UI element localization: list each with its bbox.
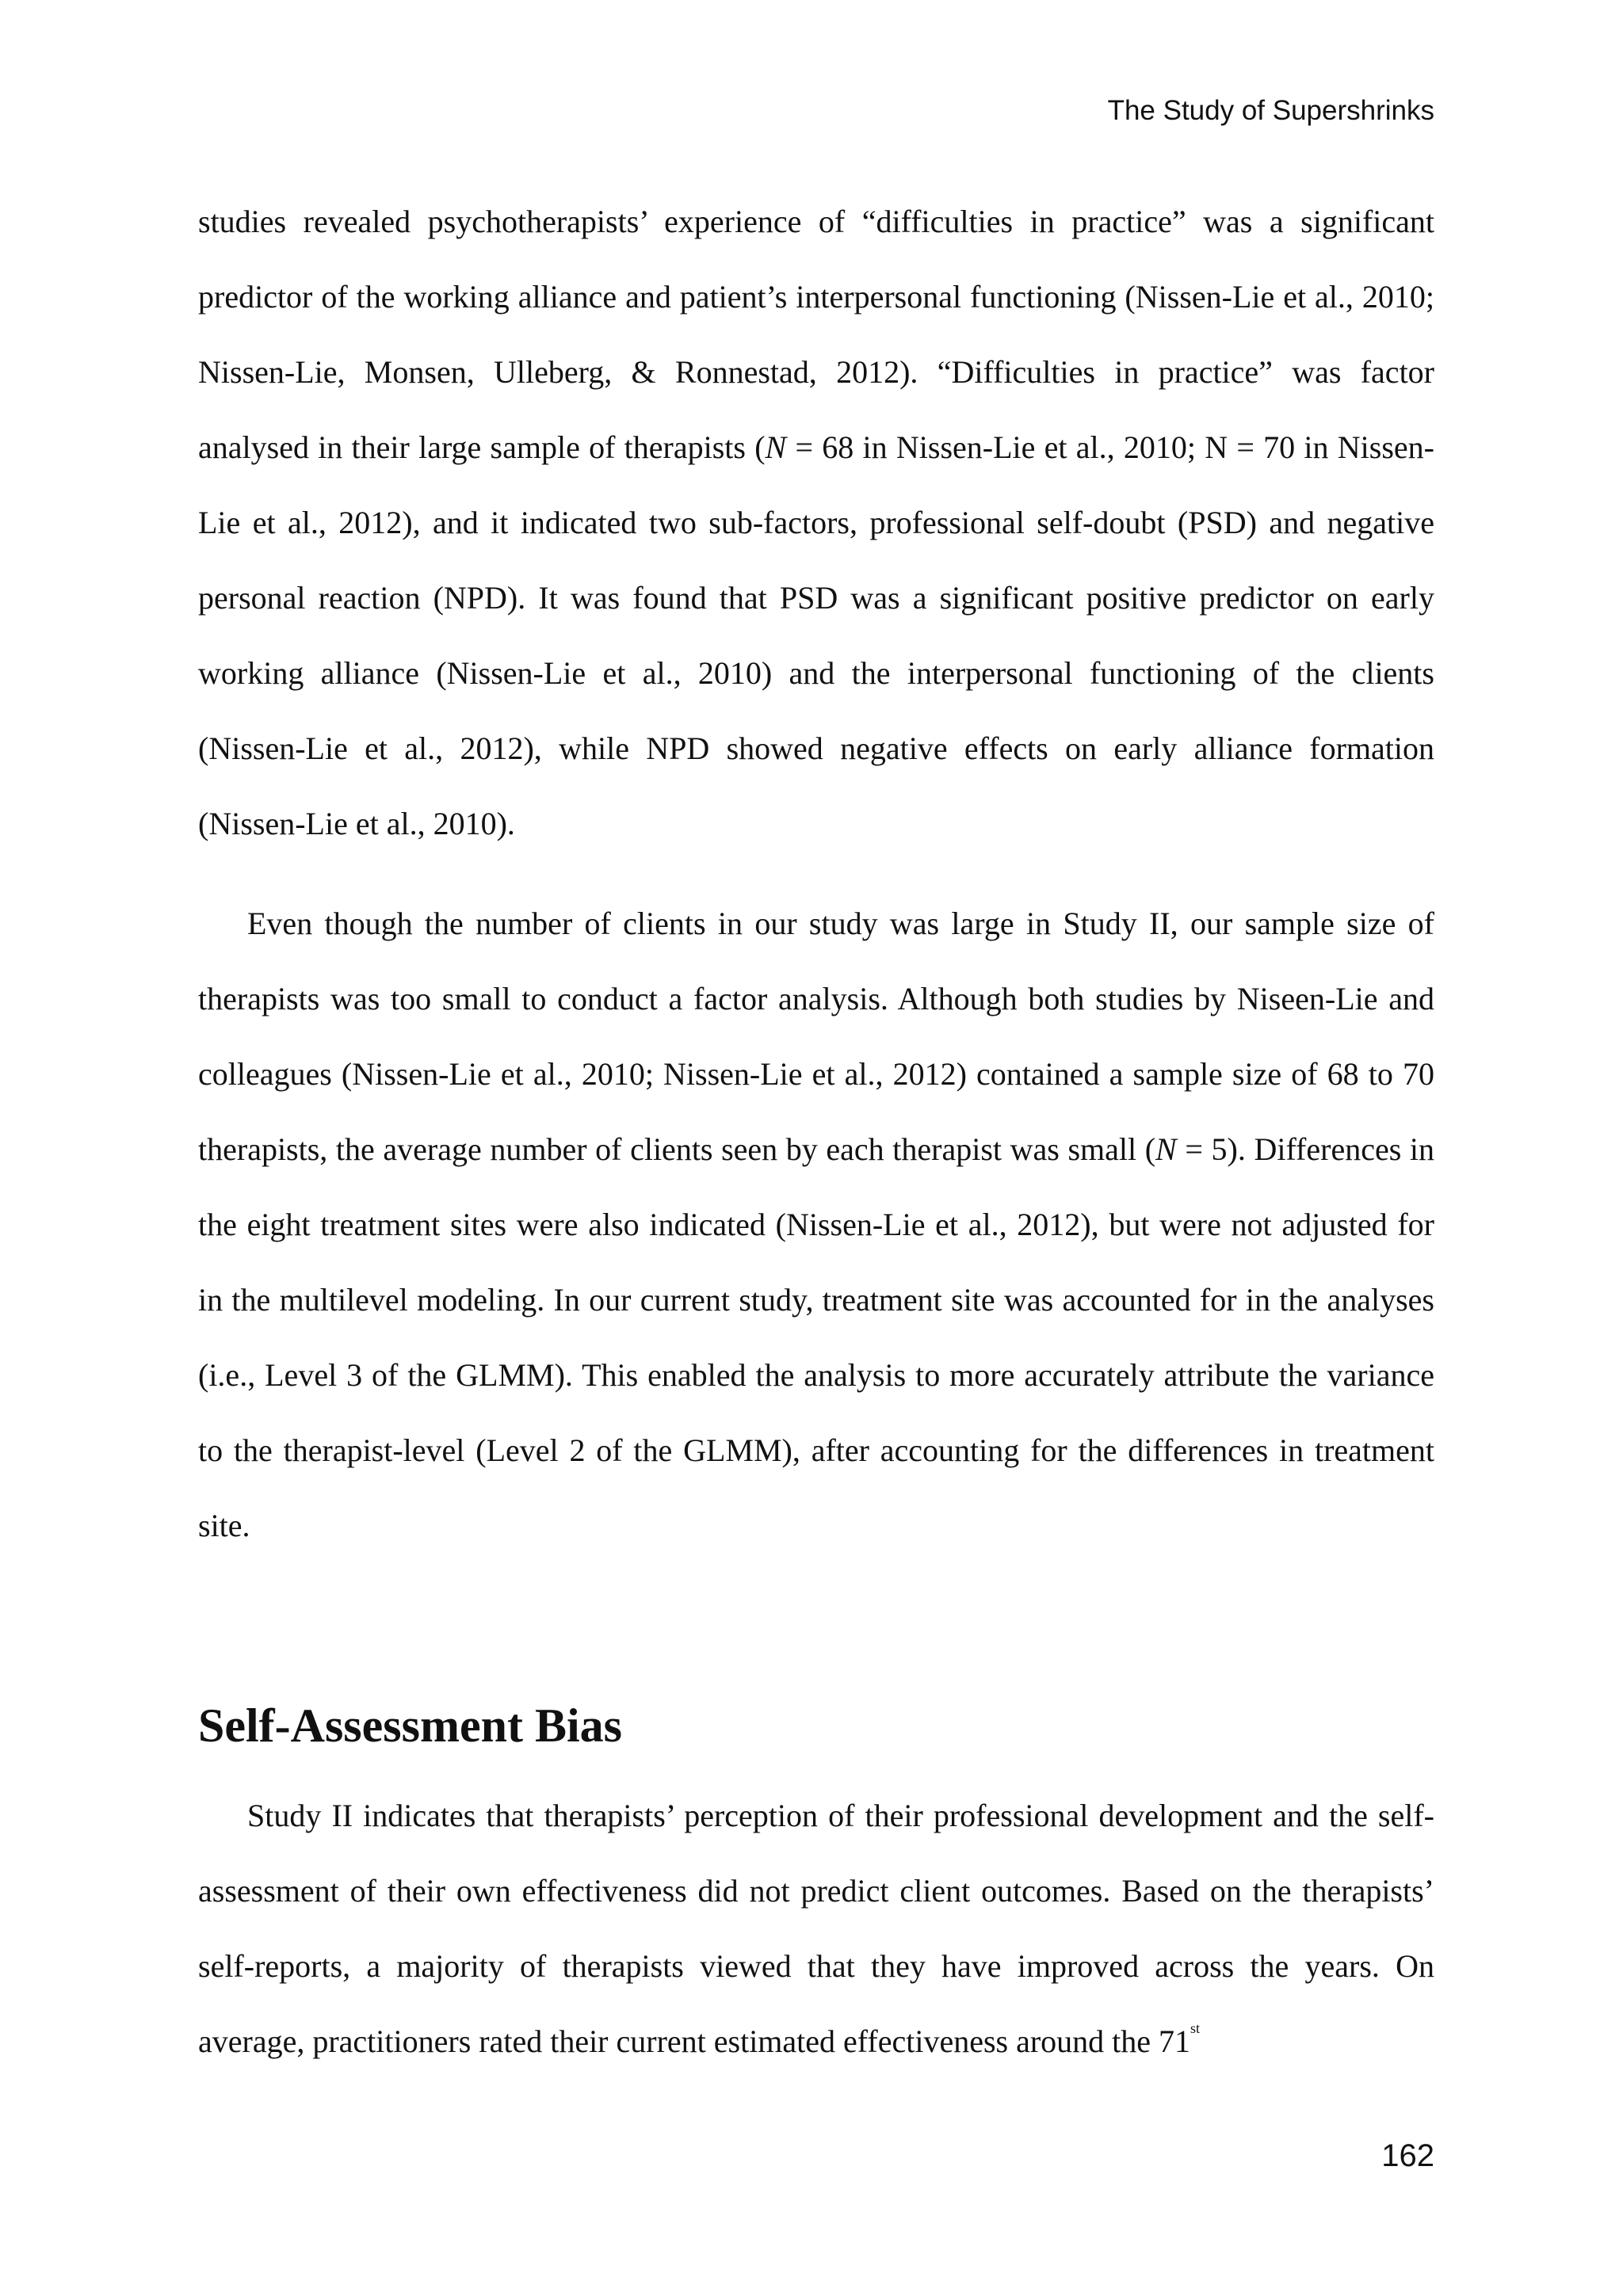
paragraph-text: Study II indicates that therapists’ perception of their professional development and the self-assessment of their own effectiveness did not predict client outcomes. Based on the therapists’ self-reports, a majority of therapists viewed that they have improved across the years. On average, practitioners rated their current estimated effectiveness around the 71 [198, 1798, 1434, 2059]
paragraph-text: studies revealed psychotherapists’ experience of “difficulties in practice” was a significant predictor of the working alliance and patient’s interpersonal functioning (Nissen-Lie et al., 2010; Nissen-Lie, Monsen, Ulleberg, & Ronnestad, 2012). “Difficulties in practice” was factor analysed in their large sample of therapists ( [198, 204, 1434, 465]
paragraph-self-assessment [198, 1778, 1434, 2079]
paragraph-text: Even though the number of clients in our study was large in Study II, our sample size of therapists was too small to conduct a factor analysis. Although both studies by Niseen-Lie and colleagues (Nissen-Lie et al., 2010; Nissen-Lie et al., 2012) contained a sample size of 68 to 70 therapists, the average number of clients seen by each therapist was small ( [198, 906, 1434, 1167]
section-heading: Self-Assessment Bias [198, 1699, 622, 1752]
sample-size-symbol: N [765, 429, 787, 465]
ordinal-superscript: st [1190, 2020, 1201, 2036]
paragraph-text: = 68 in Nissen-Lie et al., 2010; N = 70 in Nissen-Lie et al., 2012), and it indicated two sub-factors, professional self-doubt (PSD) and negative personal reaction (NPD). It was found that PSD was a significant positive predictor on early working alliance (Nissen-Lie et al., 2010) and the interpersonal functioning of the clients (Nissen-Lie et al., 2012), while NPD showed negative effects on early alliance formation (Nissen-Lie et al., 2010). [198, 429, 1434, 841]
running-header: The Study of Supershrinks [1107, 95, 1434, 126]
body-text [198, 184, 1434, 2079]
paragraph-difficulties-in-practice [198, 184, 1434, 861]
page-number: 162 [1381, 2138, 1434, 2173]
sample-size-symbol: N [1155, 1131, 1177, 1167]
paragraph-sample-size [198, 886, 1434, 1563]
paragraph-text: = 5). Differences in the eight treatment sites were also indicated (Nissen-Lie et al., 2012), but were not adjusted for in the multilevel modeling. In our current study, treatment site was accounted for in the analyses (i.e., Level 3 of the GLMM). This enabled the analysis to more accurately attribute the variance to the therapist-level (Level 2 of the GLMM), after accounting for the differences in treatment site. [198, 1131, 1434, 1543]
